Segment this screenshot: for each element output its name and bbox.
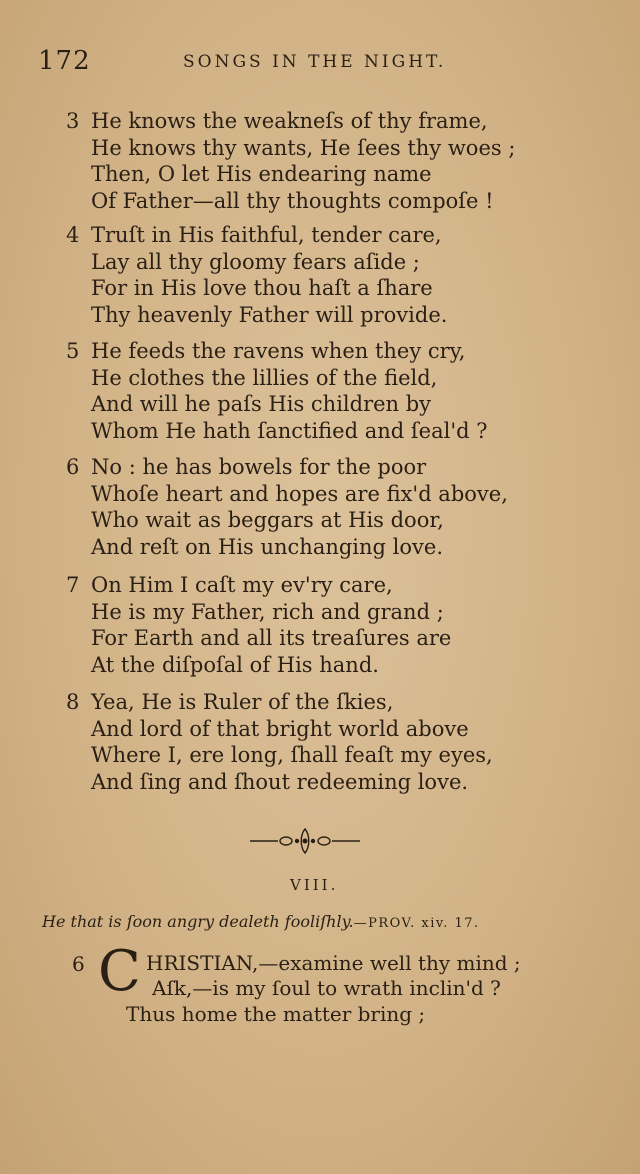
verse-line: For in His love thou haſt a ſhare <box>91 276 433 300</box>
stanza-number: 8 <box>66 690 80 714</box>
stanza-4 <box>66 222 526 328</box>
verse-line: Truſt in His faithful, tender care, <box>91 223 442 247</box>
section-number: VIII. <box>290 876 339 894</box>
verse-line: Whoſe heart and hopes are fix'd above, <box>91 481 508 506</box>
verse-line: And will he paſs His children by <box>91 392 432 416</box>
epigraph-quote: He that is ſoon angry dealeth fooliſhly. <box>42 912 354 931</box>
ornament-divider-icon <box>248 826 362 856</box>
verse-line: He feeds the ravens when they cry, <box>91 339 466 363</box>
verse-line: And ſing and ſhout redeeming love. <box>91 769 469 794</box>
drop-cap: C <box>98 939 141 1004</box>
hymn-meter: 6 <box>72 952 85 976</box>
verse-line: Yea, He is Ruler of the ſkies, <box>91 690 394 714</box>
page-number: 172 <box>38 46 91 76</box>
verse-line: For Earth and all its treaſures are <box>91 626 452 650</box>
stanza-6 <box>66 454 526 560</box>
verse-line: He clothes the lillies of the field, <box>91 365 438 390</box>
verse-line: Thus home the matter bring ; <box>126 1002 426 1026</box>
verse-line: He knows the weakneſs of thy frame, <box>91 109 488 133</box>
verse-line: Of Father—all thy thoughts compoſe ! <box>91 188 494 213</box>
verse-line: Whom He hath ſanctified and ſeal'd ? <box>91 418 488 443</box>
page-header <box>38 46 468 76</box>
verse-line: And lord of that bright world above <box>91 716 469 741</box>
verse-line: Lay all thy gloomy fears aſide ; <box>91 249 420 274</box>
epigraph <box>42 912 602 931</box>
stanza-7 <box>66 572 526 678</box>
verse-line: And reſt on His unchanging love. <box>91 534 443 559</box>
stanza-number: 7 <box>66 573 80 597</box>
verse-line: Aſk,—is my ſoul to wrath inclin'd ? <box>152 976 501 1000</box>
stanza-number: 4 <box>66 223 80 247</box>
stanza-number: 5 <box>66 339 80 363</box>
verse-line: He is my Father, rich and grand ; <box>91 599 444 624</box>
stanza-number: 3 <box>66 109 80 133</box>
stanza-3 <box>66 108 526 214</box>
epigraph-citation: —PROV. xiv. 17. <box>353 916 480 931</box>
verse-line: Thy heavenly Father will provide. <box>91 302 448 327</box>
stanza-5 <box>66 338 526 444</box>
running-title: SONGS IN THE NIGHT. <box>183 52 447 72</box>
verse-line: No : he has bowels for the poor <box>91 455 427 479</box>
stanza-number: 6 <box>66 455 80 479</box>
verse-line: On Him I caſt my ev'ry care, <box>91 573 393 597</box>
verse-line: HRISTIAN,—examine well thy mind ; <box>146 951 521 975</box>
verse-line: Who wait as beggars at His door, <box>91 508 444 532</box>
hymn-opening <box>72 939 572 1038</box>
verse-line: Then, O let His endearing name <box>91 162 432 186</box>
stanza-8 <box>66 689 526 795</box>
verse-line: At the diſpoſal of His hand. <box>91 652 379 677</box>
verse-line: He knows thy wants, He ſees thy woes ; <box>91 135 516 160</box>
verse-line: Where I, ere long, ſhall feaſt my eyes, <box>91 743 493 767</box>
